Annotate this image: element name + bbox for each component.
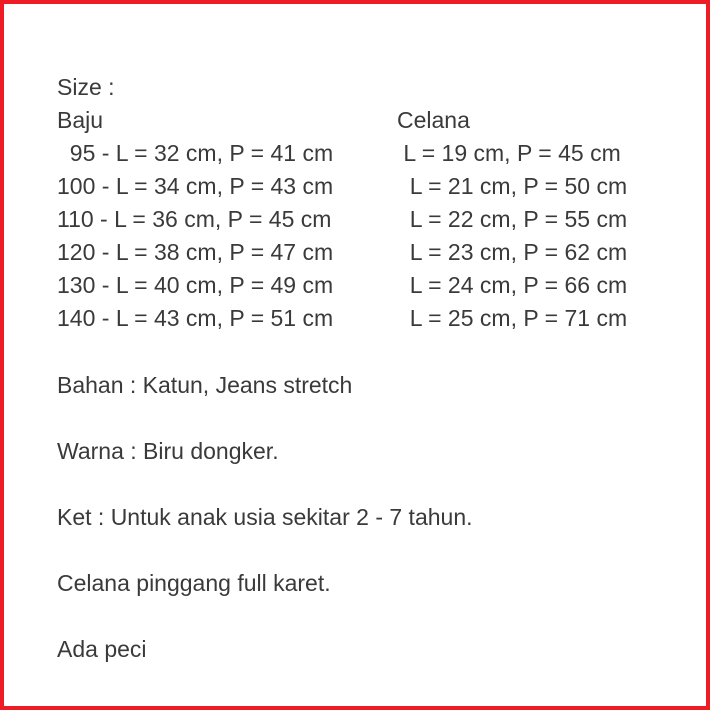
- size-label: Size :: [57, 74, 115, 100]
- ket-text: Ket : Untuk anak usia sekitar 2 - 7 tahun.: [57, 504, 473, 530]
- warna-text: Warna : Biru dongker.: [57, 438, 279, 464]
- celana-size-row: L = 25 cm, P = 71 cm: [397, 305, 628, 331]
- celana-header: Celana: [397, 107, 470, 133]
- baju-size-row: 130 - L = 40 cm, P = 49 cm: [57, 272, 334, 298]
- celana-size-row: L = 19 cm, P = 45 cm: [397, 140, 621, 166]
- size-info-document: [4, 4, 706, 706]
- celana-note-text: Celana pinggang full karet.: [57, 570, 331, 596]
- baju-size-row: 110 - L = 36 cm, P = 45 cm: [57, 206, 332, 232]
- celana-size-row: L = 21 cm, P = 50 cm: [397, 173, 628, 199]
- bahan-text: Bahan : Katun, Jeans stretch: [57, 372, 353, 398]
- baju-size-row: 140 - L = 43 cm, P = 51 cm: [57, 305, 334, 331]
- baju-size-row: 120 - L = 38 cm, P = 47 cm: [57, 239, 334, 265]
- baju-size-row: 95 - L = 32 cm, P = 41 cm: [57, 140, 334, 166]
- baju-size-row: 100 - L = 34 cm, P = 43 cm: [57, 173, 334, 199]
- celana-size-row: L = 23 cm, P = 62 cm: [397, 239, 628, 265]
- baju-header: Baju: [57, 107, 104, 133]
- peci-text: Ada peci: [57, 636, 147, 662]
- celana-size-row: L = 24 cm, P = 66 cm: [397, 272, 628, 298]
- celana-size-row: L = 22 cm, P = 55 cm: [397, 206, 628, 232]
